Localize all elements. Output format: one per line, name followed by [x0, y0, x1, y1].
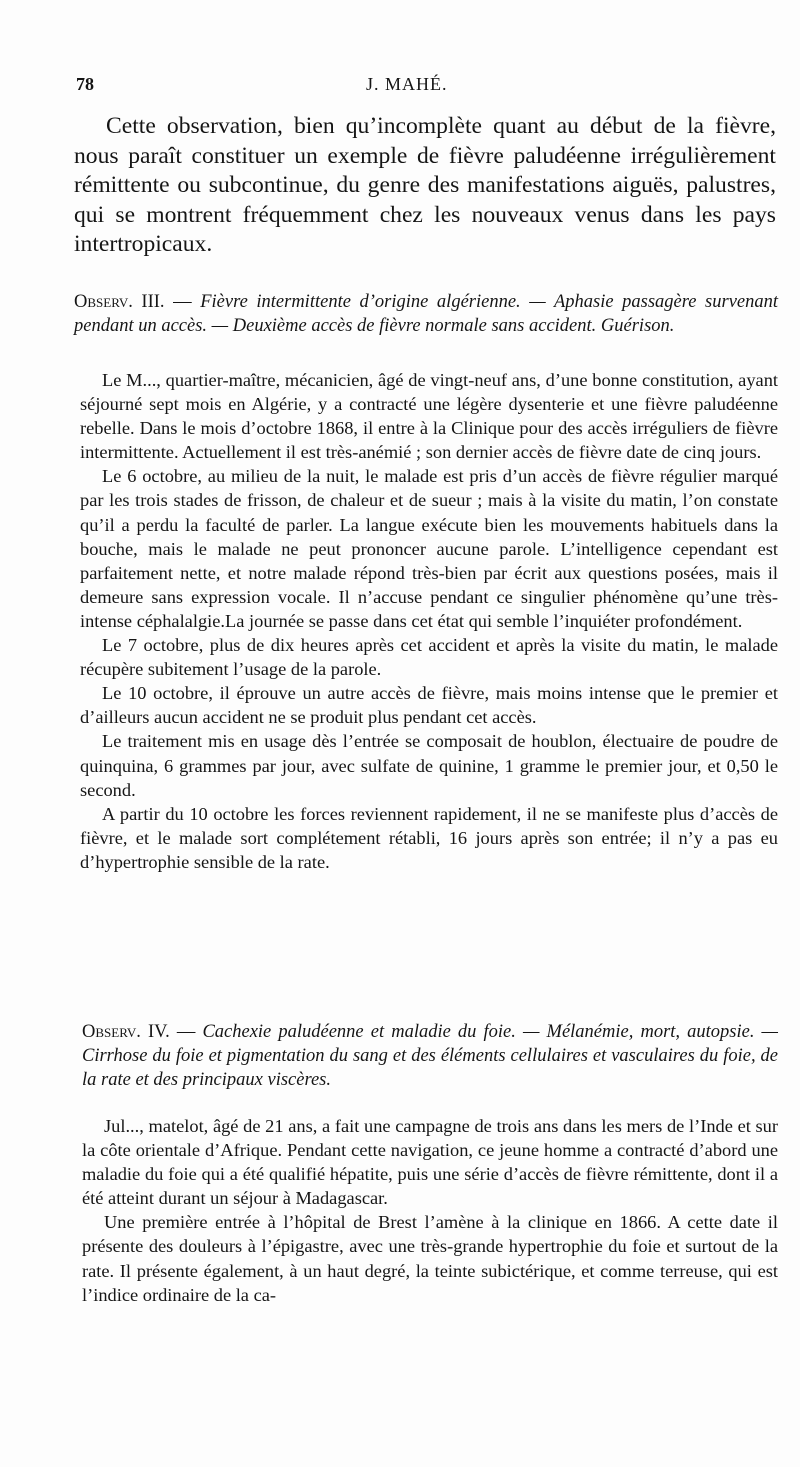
obs3-paragraph: Le 10 octobre, il éprouve un autre accès de fièvre, mais moins intense que le premier et d’ailleurs aucun accident ne se produit plus pendant cet accès.	[80, 683, 778, 728]
obs3-paragraph: Le traitement mis en usage dès l’entrée se composait de houblon, électuaire de poudre de quinquina, 6 grammes par jour, avec sulfate de quinine, 1 gramme le premier jour, et 0,50 le second.	[80, 731, 778, 800]
observation-3-title: Fièvre intermittente d’origine algérienne. — Aphasie passagère survenant pendant un accès. — Deuxième accès de fièvre normale sans accident. Guérison.	[74, 292, 779, 336]
page-header	[76, 74, 776, 102]
observation-4-heading	[82, 1020, 778, 1092]
page-number: 78	[76, 74, 94, 94]
observation-4-body	[82, 1114, 778, 1307]
observation-3-label: Observ. III.	[74, 292, 165, 312]
obs3-paragraph: A partir du 10 octobre les forces reviennent rapidement, il ne se manifeste plus d’accès de fièvre, et le malade sort complétement rétabli, 16 jours après son entrée; il n’y a pas eu d’hypertrophie sensible de la rate.	[80, 803, 778, 872]
intro-paragraph: Cette observation, bien qu’incomplète quant au début de la fièvre, nous paraît constituer un exemple de fièvre paludéenne irrégulièrement rémittente ou subcontinue, du genre des manifestations aiguës, palustres, qui se montrent fréquemment chez les nouveaux venus dans les pays intertropicaux.	[74, 113, 776, 258]
obs3-paragraph: Le 6 octobre, au milieu de la nuit, le malade est pris d’un accès de fièvre régulier marqué par les trois stades de frisson, de chaleur et de sueur ; mais à la visite du matin, l’on constate qu’il a perdu la faculté de parler. La langue exécute bien les mouvements habituels dans la bouche, mais le malade ne peut prononcer aucune parole. L’intelligence cependant est parfaitement nette, et notre malade répond très-bien par écrit aux questions posées, mais il demeure sans expression vocale. Il n’accuse pendant ce singulier phénomène qu’une très-intense céphalalgie.La journée se passe dans cet état qui semble l’inquiéter profondément.	[80, 466, 778, 631]
obs4-paragraph: Jul..., matelot, âgé de 21 ans, a fait une campagne de trois ans dans les mers de l’Inde et sur la côte orientale d’Afrique. Pendant cette navigation, ce jeune homme a contracté d’abord une maladie du foie qui a été qualifié hépatite, puis une série d’accès de fièvre rémittente, dont il a été atteint durant un séjour à Madagascar.	[82, 1116, 778, 1209]
observation-3-body	[80, 368, 778, 874]
obs3-paragraph: Le M..., quartier-maître, mécanicien, âgé de vingt-neuf ans, d’une bonne constitution, ayant séjourné sept mois en Algérie, y a contracté une légère dysenterie et une fièvre paludéenne rebelle. Dans le mois d’octobre 1868, il entre à la Clinique pour des accès irréguliers de fièvre intermittente. Actuellement il est très-anémié ; son dernier accès de fièvre date de cinq jours.	[80, 370, 778, 463]
observation-4-title: Cachexie paludéenne et maladie du foie. — Mélanémie, mort, autopsie. — Cirrhose du foie et pigmentation du sang et des éléments cellulaires et vasculaires du foie, de la rate et des principaux viscères.	[82, 1022, 779, 1090]
observation-4-separator: —	[169, 1022, 203, 1042]
observation-3-separator: —	[164, 292, 201, 312]
observation-3-heading	[74, 290, 778, 338]
obs3-paragraph: Le 7 octobre, plus de dix heures après cet accident et après la visite du matin, le malade récupère subitement l’usage de la parole.	[80, 635, 778, 680]
running-head: J. MAHÉ.	[366, 74, 448, 94]
obs4-paragraph: Une première entrée à l’hôpital de Brest l’amène à la clinique en 1866. A cette date il présente des douleurs à l’épigastre, avec une très-grande hypertrophie du foie et surtout de la rate. Il présente également, à un haut degré, la teinte subictérique, et comme terreuse, qui est l’indice ordinaire de la ca-	[82, 1212, 778, 1305]
observation-4-label: Observ. IV.	[82, 1022, 170, 1042]
